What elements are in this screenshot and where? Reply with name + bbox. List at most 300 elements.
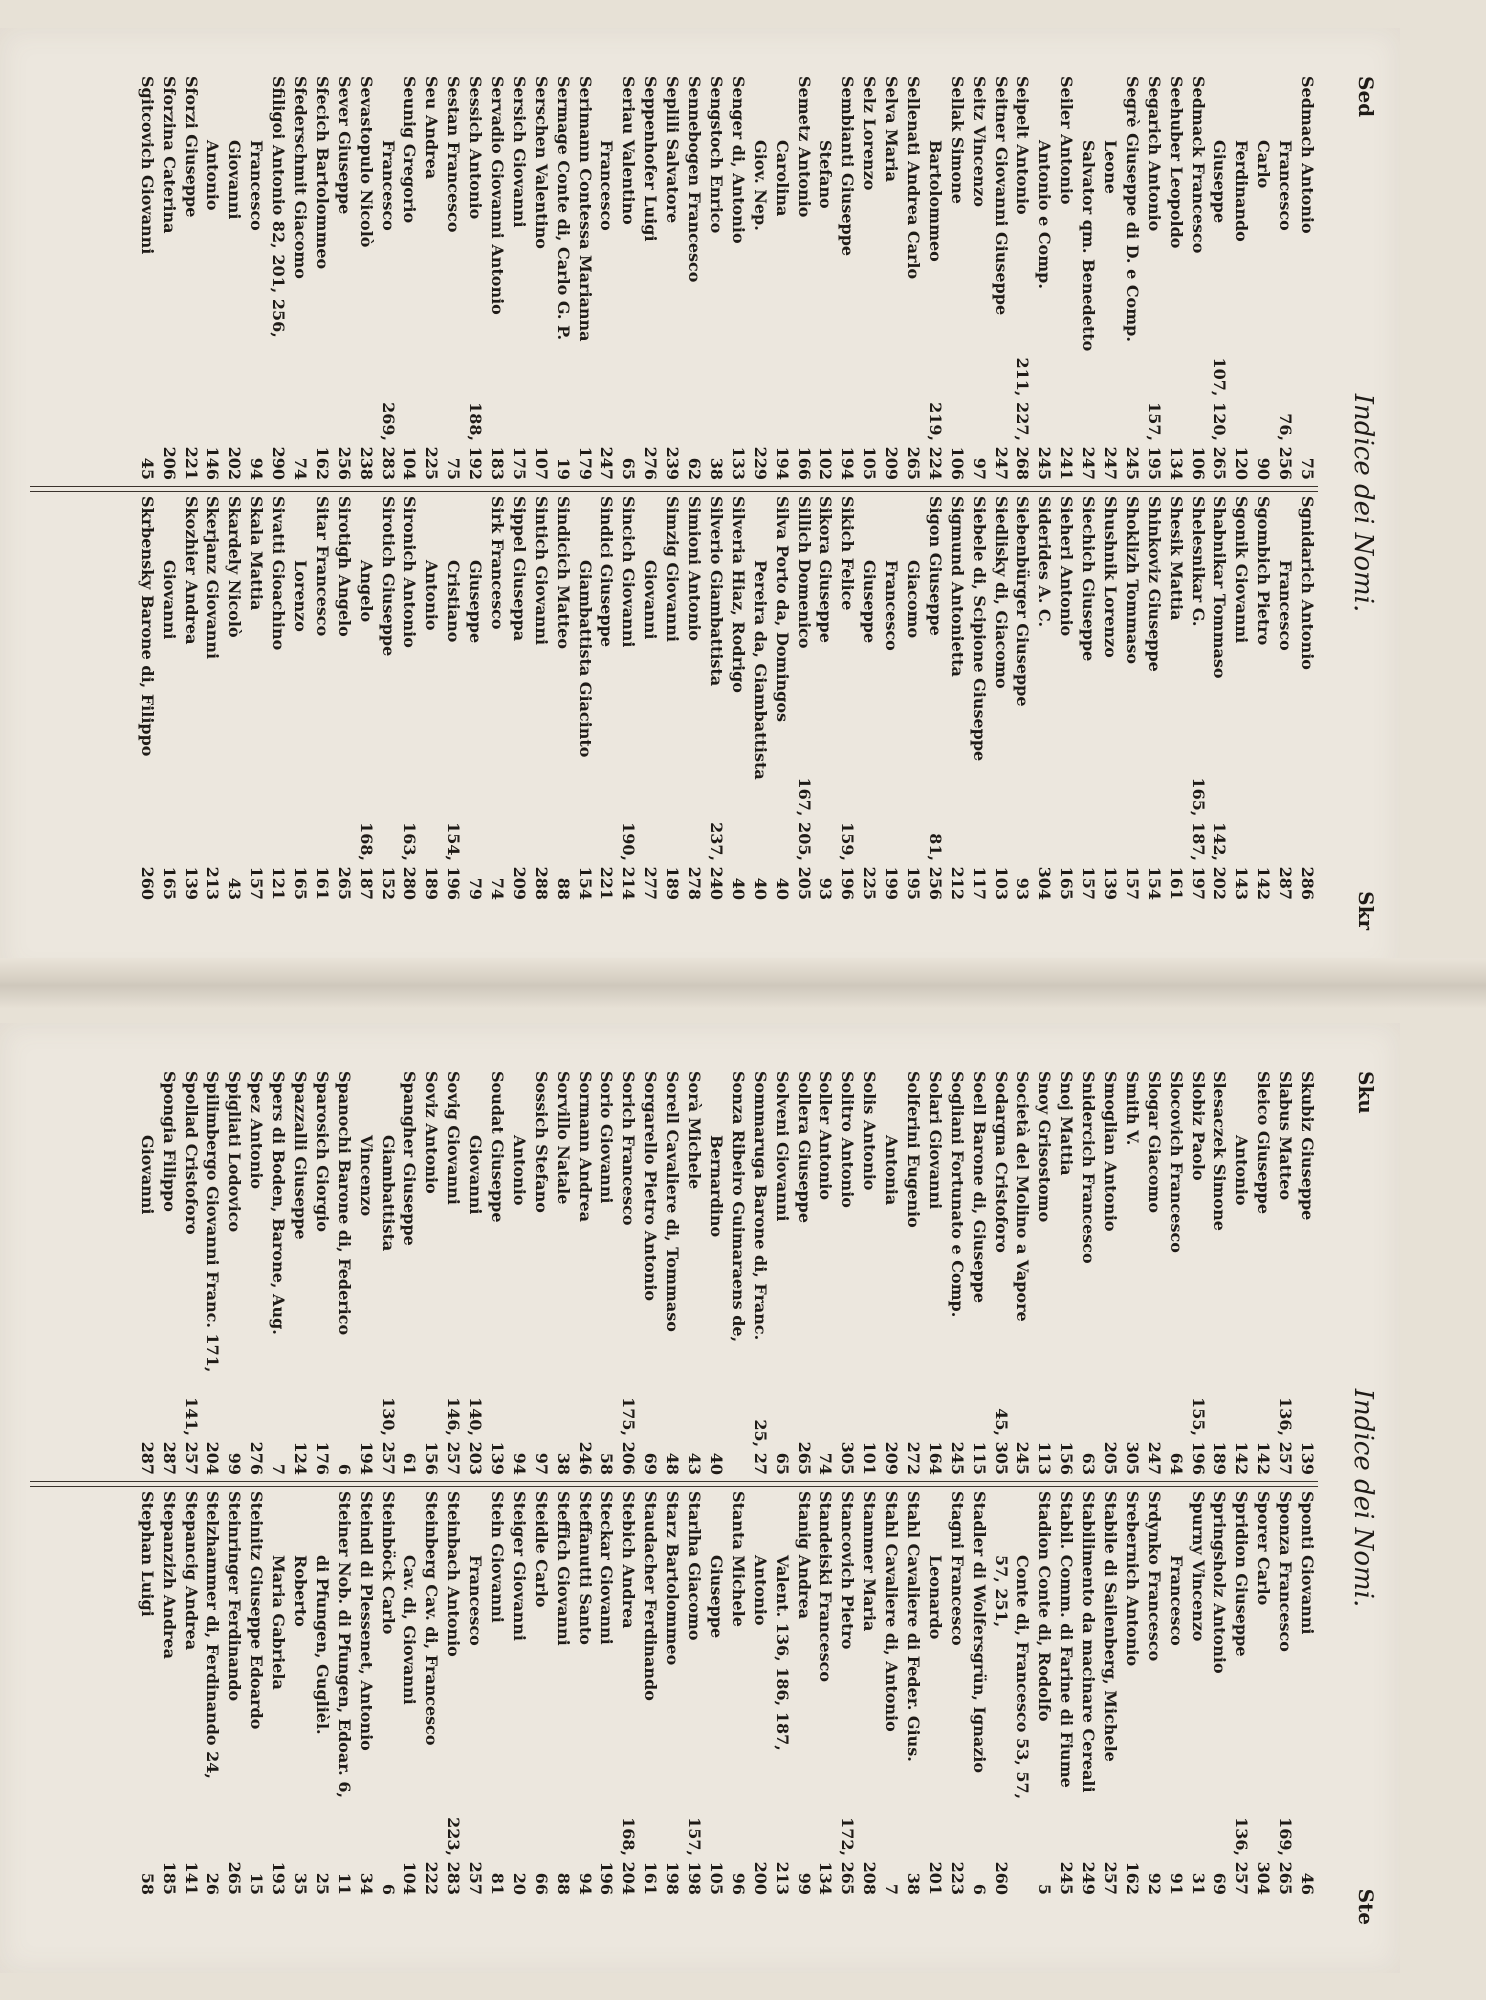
index-entry xyxy=(990,496,1012,900)
index-entry xyxy=(858,1071,880,1475)
entry-name: Shinkoviz Giuseppe xyxy=(1144,496,1164,672)
entry-pages: 204 xyxy=(203,1441,223,1475)
entry-name: Silveria Hiaz, Rodrigo xyxy=(728,496,748,693)
index-entry xyxy=(661,1071,683,1475)
index-entry xyxy=(245,1071,267,1475)
entry-pages: 277 xyxy=(641,866,661,900)
entry-pages: 221 xyxy=(181,446,201,480)
entry-pages: 40 xyxy=(750,877,770,900)
index-entry xyxy=(815,76,837,480)
entry-name: Stepancig Andrea xyxy=(181,1491,201,1651)
entry-name: Skardely Nicolò xyxy=(225,496,245,638)
index-entry xyxy=(508,1071,530,1475)
entry-pages: 6 xyxy=(378,1883,398,1895)
entry-name: Sirk Francesco xyxy=(488,496,508,630)
entry-pages: 164 xyxy=(925,1441,945,1475)
entry-name: Sindici Giuseppe xyxy=(597,496,617,648)
entry-name: Sgitcovich Giovanni xyxy=(137,76,157,255)
index-entry xyxy=(1055,76,1077,480)
entry-pages: 305 xyxy=(838,1441,858,1475)
entry-pages: 93 xyxy=(816,877,836,900)
entry-pages: 201 xyxy=(925,1861,945,1895)
entry-pages: 74 xyxy=(291,457,311,480)
index-entry xyxy=(442,1491,464,1895)
entry-pages: 31 xyxy=(1188,1872,1208,1895)
entry-pages: 305 xyxy=(1122,1441,1142,1475)
entry-pages: 225 xyxy=(422,446,442,480)
index-entry xyxy=(1296,1071,1318,1475)
index-entry xyxy=(771,1071,793,1475)
entry-name: Carlo xyxy=(1254,140,1274,189)
entry-pages: 62 xyxy=(685,457,705,480)
entry-name: Senger di, Antonio xyxy=(728,76,748,244)
index-entry xyxy=(683,1491,705,1895)
index-entry xyxy=(1099,1491,1121,1895)
entry-name: Steinböck Carlo xyxy=(378,1491,398,1635)
entry-pages: 161 xyxy=(312,866,332,900)
entry-pages: 237, 240 xyxy=(706,822,726,900)
index-entry xyxy=(618,76,640,480)
index-entry xyxy=(180,1491,202,1895)
entry-name: Sikich Felice xyxy=(838,496,858,611)
index-entry xyxy=(442,76,464,480)
entry-pages: 276 xyxy=(641,446,661,480)
entry-name: Slogar Giacomo xyxy=(1144,1071,1164,1213)
index-entry xyxy=(1209,496,1231,900)
entry-name: Spurny Vincenzo xyxy=(1188,1491,1208,1642)
index-entry xyxy=(902,496,924,900)
entry-pages: 188, 192 xyxy=(466,402,486,480)
entry-pages: 99 xyxy=(794,1872,814,1895)
entry-name: Sforzina Caterina xyxy=(159,76,179,234)
entry-pages: 142 xyxy=(1254,866,1274,900)
entry-name: Francesco xyxy=(247,140,267,231)
entry-pages: 200 xyxy=(750,1861,770,1895)
entry-pages: 287 xyxy=(137,1441,157,1475)
entry-name: Sennebogen Francesco xyxy=(685,76,705,283)
index-entry xyxy=(464,496,486,900)
entry-name: Stagni Francesco xyxy=(947,1491,967,1646)
index-entry xyxy=(1055,496,1077,900)
index-entry xyxy=(749,496,771,900)
entry-pages: 247 xyxy=(991,446,1011,480)
entry-pages: 157, 198 xyxy=(685,1817,705,1895)
entry-pages: 45 xyxy=(137,457,157,480)
index-entry xyxy=(596,496,618,900)
entry-name: Sindicich Matteo xyxy=(553,496,573,650)
entry-pages: 223, 283 xyxy=(444,1817,464,1895)
entry-name: Stancovich Pietro xyxy=(838,1491,858,1650)
entry-pages: 225 xyxy=(860,866,880,900)
entry-name: Spollad Cristoforo xyxy=(181,1071,201,1235)
entry-name: Antonio xyxy=(422,560,442,631)
entry-name: Sikora Giuseppe xyxy=(816,496,836,643)
index-entry xyxy=(618,1491,640,1895)
index-entry xyxy=(793,496,815,900)
entry-name: Selz Lorenzo xyxy=(860,76,880,191)
entry-pages: 63 xyxy=(1079,1452,1099,1475)
entry-pages: 190, 214 xyxy=(619,822,639,900)
entry-name: Conte di, Francesco 53, 57, xyxy=(1013,1555,1033,1800)
index-entry xyxy=(530,496,552,900)
index-columns xyxy=(30,76,1318,930)
index-entry xyxy=(508,496,530,900)
entry-name: Sellak Simone xyxy=(947,76,967,204)
entry-name: Soudat Giuseppe xyxy=(488,1071,508,1223)
entry-pages: 179 xyxy=(575,446,595,480)
entry-pages: 134 xyxy=(1166,446,1186,480)
entry-pages: 74 xyxy=(816,1452,836,1475)
index-entry xyxy=(727,1491,749,1895)
entry-name: Seipelt Antonio xyxy=(1013,76,1033,215)
index-entry xyxy=(420,76,442,480)
entry-name: Spers di Boden, Barone, Aug. xyxy=(269,1071,289,1335)
index-entry xyxy=(1274,496,1296,900)
entry-name: Solari Giovanni xyxy=(925,1071,945,1210)
entry-name: Sessich Antonio xyxy=(466,76,486,220)
index-entry xyxy=(836,1071,858,1475)
index-entry xyxy=(420,1071,442,1475)
entry-name: Giuseppe xyxy=(466,560,486,644)
column-divider xyxy=(30,1481,1318,1487)
index-entry xyxy=(639,496,661,900)
entry-name: Skozhier Andrea xyxy=(181,496,201,645)
index-entry xyxy=(990,1491,1012,1895)
entry-name: Stabil. Comm. di Farine di Fiume xyxy=(1057,1491,1077,1788)
entry-pages: 256 xyxy=(334,446,354,480)
entry-name: Starz Bartolommeo xyxy=(663,1491,683,1666)
entry-pages: 105 xyxy=(706,1861,726,1895)
index-entry xyxy=(552,76,574,480)
index-entry xyxy=(1187,496,1209,900)
index-entry xyxy=(311,76,333,480)
index-entry xyxy=(223,76,245,480)
index-entry xyxy=(530,1491,552,1895)
index-entry xyxy=(880,76,902,480)
index-entry xyxy=(420,496,442,900)
index-entry xyxy=(377,496,399,900)
entry-pages: 163, 280 xyxy=(400,822,420,900)
entry-pages: 209 xyxy=(882,446,902,480)
entry-pages: 103 xyxy=(991,866,1011,900)
entry-name: Sovig Giovanni xyxy=(444,1071,464,1205)
entry-pages: 139 xyxy=(488,1441,508,1475)
index-entry xyxy=(180,496,202,900)
index-entry xyxy=(705,1491,727,1895)
entry-pages: 141, 257 xyxy=(181,1397,201,1475)
index-entry xyxy=(223,1491,245,1895)
entry-name: Steffanutti Santo xyxy=(575,1491,595,1645)
entry-pages: 65 xyxy=(619,457,639,480)
index-entry xyxy=(1165,496,1187,900)
index-entry xyxy=(1296,1491,1318,1895)
index-entry xyxy=(136,76,158,480)
entry-pages: 40 xyxy=(772,877,792,900)
entry-name: Sforzi Giuseppe xyxy=(181,76,201,218)
index-entry xyxy=(333,1491,355,1895)
entry-name: Sossich Stefano xyxy=(531,1071,551,1213)
entry-pages: 159, 196 xyxy=(838,822,858,900)
index-entry xyxy=(836,1491,858,1895)
entry-name: Carolina xyxy=(772,140,792,217)
index-entry xyxy=(311,496,333,900)
entry-pages: 120 xyxy=(1232,446,1252,480)
index-entry xyxy=(399,1071,421,1475)
entry-name: Sivatti Gioachino xyxy=(269,496,289,651)
entry-pages: 88 xyxy=(553,877,573,900)
entry-name: Cristiano xyxy=(444,560,464,643)
entry-name: Shoklizh Tommaso xyxy=(1122,496,1142,665)
index-entry xyxy=(705,1071,727,1475)
entry-pages: 183 xyxy=(488,446,508,480)
index-entry xyxy=(180,76,202,480)
entry-pages: 146, 257 xyxy=(444,1397,464,1475)
index-entry xyxy=(245,496,267,900)
index-entry xyxy=(245,1491,267,1895)
entry-name: Antonio xyxy=(203,140,223,211)
entry-pages: 206 xyxy=(159,446,179,480)
index-entry xyxy=(727,76,749,480)
entry-pages: 38 xyxy=(903,1872,923,1895)
entry-name: Siebele di, Scipione Giuseppe xyxy=(969,496,989,762)
entry-pages: 11 xyxy=(334,1872,354,1895)
entry-name: Sengstoch Enrico xyxy=(706,76,726,234)
entry-pages: 247 xyxy=(1144,1441,1164,1475)
entry-name: Leonardo xyxy=(925,1555,945,1640)
entry-pages: 209 xyxy=(509,866,529,900)
index-entry xyxy=(1252,1071,1274,1475)
entry-pages: 154 xyxy=(575,866,595,900)
entry-name: Solitro Antonio xyxy=(838,1071,858,1208)
entry-pages: 245 xyxy=(1013,1441,1033,1475)
entry-pages: 245 xyxy=(1122,446,1142,480)
index-page-sed-skr xyxy=(0,28,1400,978)
entry-name: Stadion Conte di, Rodolfo xyxy=(1035,1491,1055,1722)
header-title: Indice dei Nomi. xyxy=(1348,1388,1378,1608)
entry-pages: 246 xyxy=(575,1441,595,1475)
index-column-right xyxy=(136,1491,1318,1895)
entry-name: Sgnidarich Antonio xyxy=(1298,496,1317,670)
index-entry xyxy=(1143,76,1165,480)
entry-pages: 287 xyxy=(159,1441,179,1475)
entry-name: Stepanzizh Andrea xyxy=(159,1491,179,1659)
entry-name: Sedmach Antonio xyxy=(1298,76,1317,234)
entry-pages: 211, 227, 268 xyxy=(1013,357,1033,480)
entry-name: Stelzhammer di, Ferdinando 24, xyxy=(203,1491,223,1779)
index-entry xyxy=(552,1491,574,1895)
index-entry xyxy=(552,1071,574,1475)
entry-pages: 107, 120, 265 xyxy=(1210,357,1230,480)
entry-pages: 205 xyxy=(1100,1441,1120,1475)
entry-pages: 156 xyxy=(1057,1441,1077,1475)
entry-name: Ferdinando xyxy=(1232,140,1252,242)
entry-pages: 146 xyxy=(203,446,223,480)
entry-name: Steindl di Plessenet, Antonio xyxy=(356,1491,376,1751)
entry-name: Seplili Salvatore xyxy=(663,76,683,224)
entry-name: Sigon Giuseppe xyxy=(925,496,945,636)
entry-pages: 272 xyxy=(903,1441,923,1475)
entry-name: Skerjanz Giovanni xyxy=(203,496,223,660)
entry-name: Soviz Antonio xyxy=(422,1071,442,1194)
index-entry xyxy=(267,1071,289,1475)
index-entry xyxy=(968,76,990,480)
entry-pages: 20 xyxy=(509,1872,529,1895)
index-entry xyxy=(661,1491,683,1895)
entry-name: Shesik Mattia xyxy=(1166,496,1186,621)
index-entry xyxy=(1077,76,1099,480)
entry-pages: 154, 196 xyxy=(444,822,464,900)
entry-pages: 25 xyxy=(312,1872,332,1895)
entry-pages: 101 xyxy=(860,1441,880,1475)
index-entry xyxy=(420,1491,442,1895)
entry-name: Sestan Francesco xyxy=(444,76,464,233)
index-entry xyxy=(267,1491,289,1895)
index-entry xyxy=(1187,1491,1209,1895)
entry-name: Slabus Matteo xyxy=(1276,1071,1296,1201)
index-entry xyxy=(1274,76,1296,480)
entry-name: Antonia xyxy=(882,1135,902,1206)
entry-pages: 81 xyxy=(488,1872,508,1895)
entry-pages: 43 xyxy=(225,877,245,900)
entry-name: Soller Antonio xyxy=(816,1071,836,1201)
header-left-guide: Sku xyxy=(1354,1071,1378,1114)
index-entry xyxy=(968,1491,990,1895)
index-entry xyxy=(574,1491,596,1895)
index-entry xyxy=(1012,1071,1034,1475)
index-entry xyxy=(1143,496,1165,900)
index-entry xyxy=(158,76,180,480)
entry-name: Sgonik Giovanni xyxy=(1232,496,1252,644)
index-entry xyxy=(661,76,683,480)
index-entry xyxy=(464,1071,486,1475)
entry-name: Francesco xyxy=(597,140,617,231)
entry-name: Steiger Giovanni xyxy=(509,1491,529,1641)
entry-pages: 169, 265 xyxy=(1276,1817,1296,1895)
entry-pages: 165 xyxy=(1057,866,1077,900)
entry-name: Sorell Cavaliere di, Tommaso xyxy=(663,1071,683,1332)
index-entry xyxy=(639,1071,661,1475)
entry-name: Serschen Valentino xyxy=(531,76,551,249)
entry-pages: 247 xyxy=(1100,446,1120,480)
index-entry xyxy=(815,1071,837,1475)
entry-name: Srebernich Antonio xyxy=(1122,1491,1142,1667)
index-entry xyxy=(793,76,815,480)
entry-name: Snoj Mattia xyxy=(1057,1071,1077,1176)
index-entry xyxy=(464,1491,486,1895)
index-entry xyxy=(399,76,421,480)
entry-name: Sfiligoi Antonio 82, 201, 256, xyxy=(269,76,289,338)
entry-pages: 176 xyxy=(312,1441,332,1475)
index-entry xyxy=(1230,1491,1252,1895)
entry-name: Spigliati Lodovico xyxy=(225,1071,245,1233)
entry-name: Stabilimento da macinare Cereali xyxy=(1079,1491,1099,1793)
entry-pages: 48 xyxy=(663,1452,683,1475)
index-entry xyxy=(596,76,618,480)
entry-pages: 212 xyxy=(947,866,967,900)
index-entry xyxy=(902,76,924,480)
entry-pages: 143 xyxy=(1232,866,1252,900)
index-entry xyxy=(136,1071,158,1475)
entry-name: Starlha Giacomo xyxy=(685,1491,705,1641)
entry-name: Solveni Giovanni xyxy=(772,1071,792,1222)
book-gutter xyxy=(0,958,1486,1008)
index-entry xyxy=(683,76,705,480)
entry-name: Shabnikar Tommaso xyxy=(1210,496,1230,679)
index-entry xyxy=(1055,1071,1077,1475)
entry-name: Francesco xyxy=(1276,140,1296,231)
index-entry xyxy=(1187,76,1209,480)
index-entry xyxy=(399,1491,421,1895)
index-entry xyxy=(858,496,880,900)
index-entry xyxy=(1077,496,1099,900)
entry-name: Sollera Giuseppe xyxy=(794,1071,814,1224)
entry-pages: 79 xyxy=(466,877,486,900)
index-entry xyxy=(924,1071,946,1475)
entry-name: Giacomo xyxy=(903,560,923,639)
entry-pages: 245 xyxy=(1057,1861,1077,1895)
entry-pages: 189 xyxy=(663,866,683,900)
entry-pages: 105 xyxy=(860,446,880,480)
entry-pages: 90 xyxy=(1254,457,1274,480)
entry-name: Snidercich Francesco xyxy=(1079,1071,1099,1264)
entry-name: Steidle Carlo xyxy=(531,1491,551,1608)
entry-pages: 304 xyxy=(1254,1861,1274,1895)
header-right-guide: Ste xyxy=(1354,1888,1378,1925)
entry-name: Stadler di Wolfersgrün, Ignazio xyxy=(969,1491,989,1774)
entry-name: Sironich Antonio xyxy=(400,496,420,648)
index-columns xyxy=(30,1071,1318,1925)
index-entry xyxy=(202,76,224,480)
index-entry xyxy=(136,1491,158,1895)
entry-name: Sorà Michele xyxy=(685,1071,705,1190)
index-entry xyxy=(245,76,267,480)
entry-name: Francesco xyxy=(466,1555,486,1646)
index-entry xyxy=(836,76,858,480)
entry-pages: 166 xyxy=(794,446,814,480)
entry-pages: 93 xyxy=(1013,877,1033,900)
entry-name: Stephan Luigi xyxy=(137,1491,157,1617)
entry-pages: 161 xyxy=(1166,866,1186,900)
entry-name: Solferini Eugenio xyxy=(903,1071,923,1228)
entry-pages: 34 xyxy=(356,1872,376,1895)
index-entry xyxy=(1077,1491,1099,1895)
index-entry xyxy=(727,1071,749,1475)
entry-pages: 121 xyxy=(269,866,289,900)
entry-pages: 113 xyxy=(1035,1441,1055,1475)
index-entry xyxy=(946,1491,968,1895)
entry-pages: 117 xyxy=(969,866,989,900)
entry-name: Sporer Carlo xyxy=(1254,1491,1274,1606)
entry-name: Stahl Cavaliere di Feder. Gius. xyxy=(903,1491,923,1762)
entry-name: Siechich Giuseppe xyxy=(1079,496,1099,662)
entry-name: Selva Maria xyxy=(882,76,902,182)
entry-pages: 97 xyxy=(969,457,989,480)
entry-pages: 65 xyxy=(772,1452,792,1475)
entry-pages: 94 xyxy=(247,457,267,480)
entry-name: Steffich Giovanni xyxy=(553,1491,573,1646)
entry-pages: 136, 257 xyxy=(1276,1397,1296,1475)
entry-name: Sonza Ribeiro Guimaraens de, xyxy=(728,1071,748,1343)
entry-name: Semetz Antonio xyxy=(794,76,814,218)
index-entry xyxy=(639,1491,661,1895)
entry-name: Francesco xyxy=(378,140,398,231)
entry-pages: 69 xyxy=(641,1452,661,1475)
entry-pages: 247 xyxy=(1079,446,1099,480)
entry-name: Giovanni xyxy=(641,560,661,640)
index-entry xyxy=(158,1491,180,1895)
entry-pages: 269, 283 xyxy=(378,402,398,480)
entry-name: 57, 251, xyxy=(991,1555,1011,1628)
